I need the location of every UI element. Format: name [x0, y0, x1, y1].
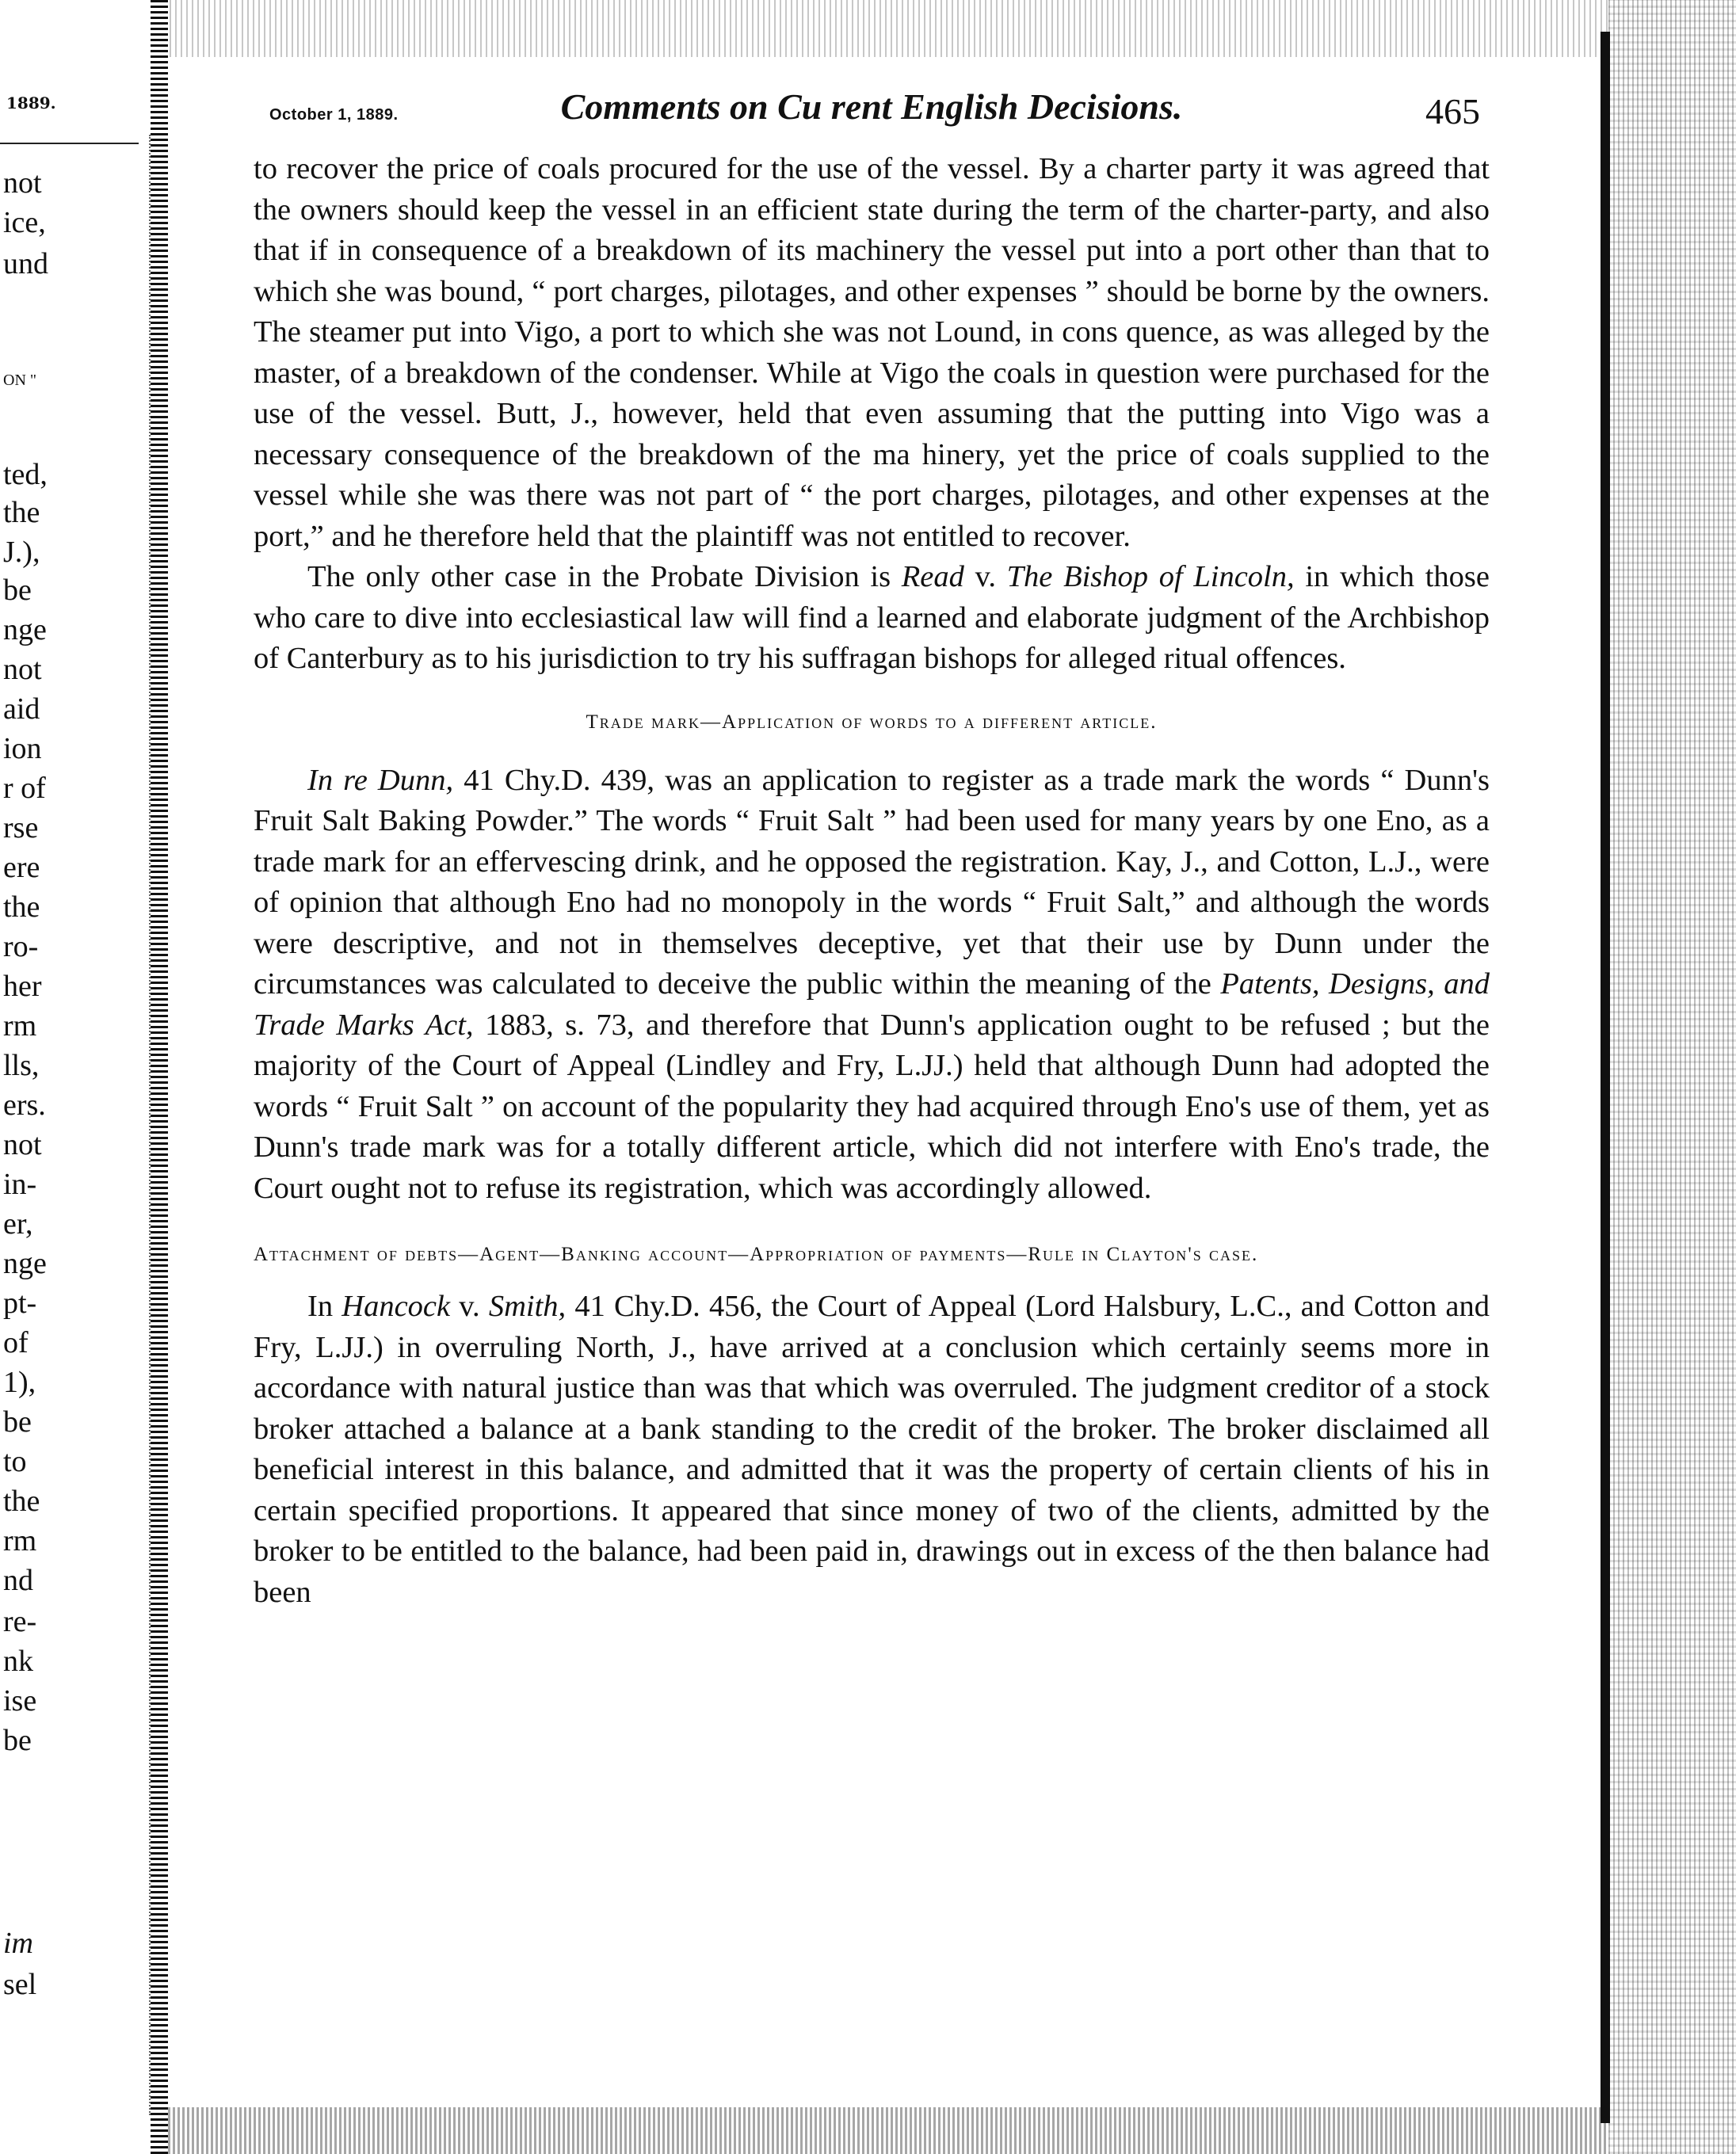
- facing-page-word: her: [3, 970, 42, 1003]
- facing-page-word: nk: [3, 1645, 33, 1678]
- case-name: The Bishop of Lincoln,: [1006, 560, 1295, 593]
- text-run: in which those who care to dive into ecclesiastical law will find a learned and elaborate judgment of the Archbishop of Canterbury as to his jurisdiction to try his suffragan bishops for alleged ritual offences.: [254, 560, 1490, 675]
- scan-right-edge: [1608, 0, 1736, 2154]
- case-name: Hancock: [341, 1290, 451, 1323]
- facing-page-word: ere: [3, 851, 40, 884]
- facing-page-word: pt-: [3, 1287, 37, 1320]
- text-run: 41 Chy.D. 439, was an application to register as a trade mark the words “ Dunn's Fruit Salt Baking Powder.” The words “ Fruit Salt ” had been used for many years by one Eno, as a trade mark for an effervescing drink, and he opposed the registration. Kay, J., and Cotton, L.J., were of opinion that although Eno had no monopoly in the words “ Fruit Salt,” and although the words were descriptive, and not in themselves deceptive, yet that their use by Dunn under the circumstances was calculated to deceive the public within the meaning of the: [254, 763, 1490, 1001]
- facing-page-word: of: [3, 1326, 29, 1359]
- facing-page-word: lls,: [3, 1049, 40, 1082]
- scan-top-noise: [158, 0, 1608, 57]
- facing-page-word: im: [3, 1927, 33, 1960]
- text-run: 1883, s. 73, and therefore that Dunn's application ought to be refused ; but the majority of the Court of Appeal (Lindley and Fry, L.JJ.) held that although Dunn had adopted the words “ Fruit Salt ” on account of the popularity they had acquired through Eno's use of them, yet as Dunn's trade mark was for a totally different article, which did not interfere with Eno's trade, the Court ought not to refuse its registration, which was accordingly allowed.: [254, 1008, 1490, 1205]
- facing-page-word: not: [3, 1128, 42, 1161]
- facing-page-word: in-: [3, 1168, 37, 1201]
- paragraph-coals: to recover the price of coals procured for the use of the vessel. By a charter party it was agreed that the owners should keep the vessel in an efficient state during the term of the charter-party, and also that if in consequence of a breakdown of its machinery the vessel put into a port other than that to which she was bound, “ port charges, pilotages, and other expenses ” should be borne by the owners. The steamer put into Vigo, a port to which she was not Lound, in cons quence, as was alleged by the master, of a breakdown of the condenser. While at Vigo the coals in question were purchased for the use of the vessel. Butt, J., however, held that even assuming that the putting into Vigo was a necessary consequence of the breakdown of the ma hinery, yet the price of coals supplied to the vessel while she was there was not part of “ the port charges, pilotages, and other expenses at the port,” and he therefore held that the plaintiff was not entitled to recover.: [254, 152, 1490, 553]
- facing-page-word: rse: [3, 811, 39, 844]
- case-name: Smith,: [488, 1290, 567, 1323]
- facing-page-word: the: [3, 1485, 40, 1518]
- act-name: Patents, Designs, and Trade Marks Act,: [254, 967, 1490, 1042]
- facing-page-word: 1),: [3, 1366, 36, 1399]
- facing-page-word: ted,: [3, 458, 48, 491]
- text-run: v.: [450, 1290, 489, 1323]
- section-heading-attachment: Attachment of debts—Agent—Banking account—Appropriation of payments—Rule in Clayton's case.: [254, 1244, 1259, 1265]
- facing-page-word: to: [3, 1445, 27, 1478]
- facing-page-word: J.),: [3, 536, 40, 569]
- binding-gutter: [151, 0, 168, 2154]
- facing-page-word: be: [3, 1405, 32, 1439]
- paragraph-probate: [254, 557, 1490, 680]
- facing-page-word: er,: [3, 1207, 33, 1241]
- facing-page-fragment: [0, 0, 151, 2154]
- facing-page-word: ice,: [3, 206, 46, 239]
- section-coals: [254, 149, 1490, 680]
- text-run: v.: [963, 560, 1007, 593]
- facing-page-word: rm: [3, 1009, 37, 1043]
- facing-page-word: nge: [3, 613, 47, 646]
- section-attachment: [254, 1287, 1490, 1613]
- running-head: [254, 79, 1490, 143]
- facing-page-word: not: [3, 166, 42, 200]
- paragraph-trade-mark: [254, 761, 1490, 1210]
- facing-page-word: ers.: [3, 1088, 46, 1122]
- page-title: Comments on Cu rent English Decisions.: [560, 86, 1183, 127]
- gutter-dotted-line: [111, 135, 151, 2115]
- facing-page-word: ON ": [3, 372, 37, 389]
- facing-page-word: rm: [3, 1524, 37, 1557]
- case-name: In re Dunn,: [307, 763, 454, 797]
- facing-page-word: not: [3, 653, 42, 686]
- facing-page-word: be: [3, 574, 32, 607]
- scan-bottom-noise: [158, 2107, 1608, 2154]
- section-trade-mark: [254, 761, 1490, 1210]
- facing-page-word: nge: [3, 1247, 47, 1280]
- facing-page-word: re-: [3, 1605, 37, 1638]
- section-heading-trade-mark: Trade mark—Application of words to a different article.: [586, 711, 1158, 733]
- page-right-border: [1601, 32, 1610, 2123]
- facing-page-word: r of: [3, 772, 46, 805]
- facing-page-word: aid: [3, 692, 40, 726]
- facing-page-word: sel: [3, 1968, 37, 2001]
- facing-page-word: nd: [3, 1564, 33, 1597]
- case-name: Read: [901, 560, 964, 593]
- facing-page-word: the: [3, 496, 40, 529]
- issue-date: October 1, 1889.: [269, 106, 399, 124]
- facing-page-year: 1889.: [6, 93, 56, 112]
- paragraph-attachment: [254, 1287, 1490, 1613]
- text-run: The only other case in the Probate Division is: [307, 560, 902, 593]
- facing-page-word: ion: [3, 732, 42, 765]
- page-body: [254, 79, 1490, 1613]
- text-run: In: [307, 1290, 342, 1323]
- page-number: 465: [1425, 91, 1480, 132]
- facing-page-word: the: [3, 890, 40, 924]
- facing-page-word: be: [3, 1724, 32, 1757]
- text-run: 41 Chy.D. 456, the Court of Appeal (Lord Halsbury, L.C., and Cotton and Fry, L.JJ.) in overruling North, J., have arrived at a conclusion which certainly seems more in accordance with natural justice than was that which was overruled. The judgment creditor of a stock broker attached a balance at a bank standing to the credit of the broker. The broker disclaimed all beneficial interest in this balance, and admitted that it was the property of certain clients of his in certain specified proportions. It appeared that since money of two of the clients, admitted by the broker to be entitled to the balance, had been paid in, drawings out in excess of the then balance had been: [254, 1290, 1490, 1609]
- facing-page-word: ise: [3, 1684, 37, 1717]
- facing-page-word: ro-: [3, 930, 39, 963]
- facing-page-word: und: [3, 247, 48, 280]
